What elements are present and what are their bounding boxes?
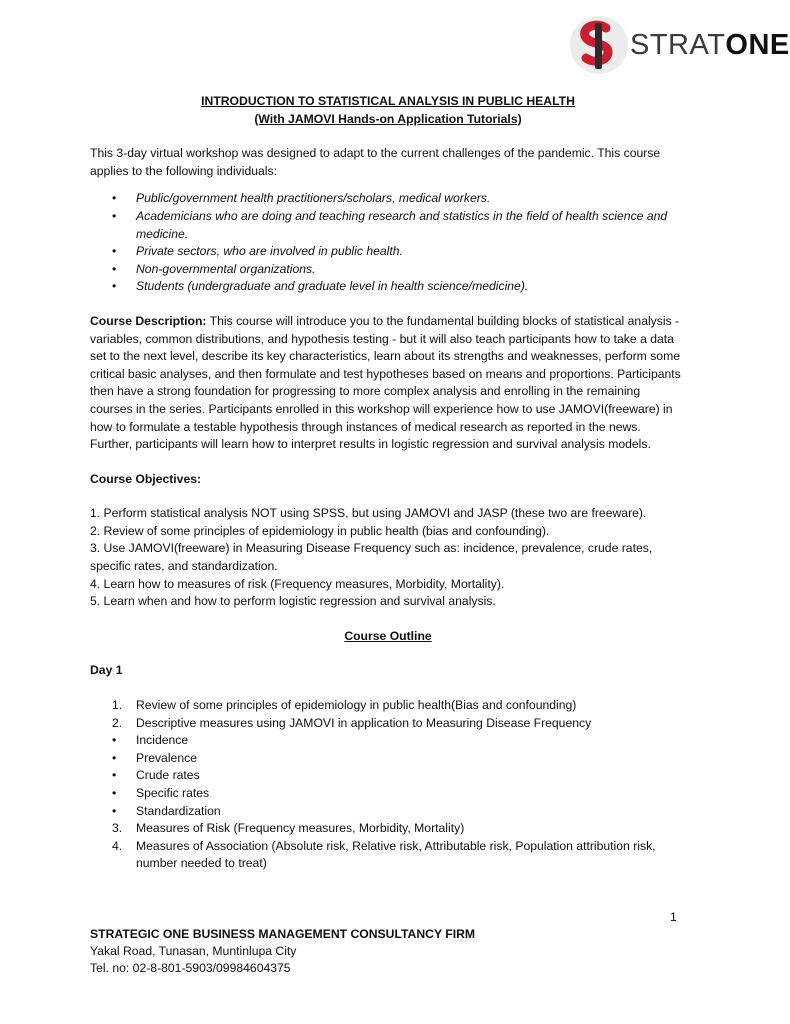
- list-item: • Students (undergraduate and graduate level in health science/medicine).: [90, 278, 686, 296]
- list-item: [90, 767, 686, 785]
- document-title: INTRODUCTION TO STATISTICAL ANALYSIS IN PUBLIC HEALTH: [201, 94, 575, 108]
- list-item: [90, 785, 686, 803]
- list-text: Prevalence: [136, 750, 197, 765]
- audience-list: [90, 190, 686, 296]
- list-item: [90, 750, 686, 768]
- list-item: • Academicians who are doing and teaching research and statistics in the field of health science and medicine.: [90, 208, 686, 243]
- list-item: 2. Review of some principles of epidemiology in public health (bias and confounding).: [90, 523, 550, 538]
- s1-logo-mark-icon: [568, 14, 630, 76]
- logo-brand-light: STRAT: [630, 29, 726, 61]
- document-footer: [90, 926, 475, 977]
- description-text: This course will introduce you to the fundamental building blocks of statistical analysis - variables, common distributions, and hypothesis testing - but it will also teach participants how to take a data set to the next level, describe its key characteristics, learn about its strengths and weaknesses, perform some critical basic analyses, and then formulate and test hypotheses based on means and proportions. Participants then have a strong foundation for progressing to more complex analysis and enrolling in the remaining courses in the series. Participants enrolled in this workshop will experience how to use JAMOVI(freeware) in how to formulate a testable hypothesis through instances of medical research as reported in the news. Further, participants will learn how to interpret results in logistic regression and survival analysis models.: [90, 313, 681, 452]
- list-item: 1. Perform statistical analysis NOT using SPSS, but using JAMOVI and JASP (these two are freeware).: [90, 506, 647, 521]
- course-description: [90, 313, 686, 454]
- outline-heading: Course Outline: [344, 628, 432, 643]
- list-text: Crude rates: [136, 768, 200, 783]
- day-label: Day 1: [90, 663, 123, 678]
- footer-address: Yakal Road, Tunasan, Muntinlupa City: [90, 944, 297, 958]
- page-number: 1: [670, 910, 677, 924]
- list-item: • Non-governmental organizations.: [90, 261, 686, 279]
- list-item: [90, 732, 686, 750]
- list-marker: •: [112, 786, 117, 800]
- outline-list: [90, 697, 686, 873]
- list-marker: 3.: [112, 821, 123, 836]
- list-item: 3. Use JAMOVI(freeware) in Measuring Disease Frequency such as: incidence, prevalence, crude rates, specific rates, and standardization.: [90, 541, 653, 574]
- list-item: 4. Learn how to measures of risk (Frequency measures, Morbidity, Mortality).: [90, 576, 505, 591]
- list-text: Incidence: [136, 733, 189, 748]
- list-marker: •: [112, 733, 117, 748]
- footer-phone: Tel. no: 02-8-801-5903/09984604375: [90, 961, 291, 975]
- document-body: [90, 93, 686, 873]
- list-item: [90, 803, 686, 821]
- list-text: Specific rates: [136, 786, 210, 800]
- list-text: Standardization: [136, 803, 221, 818]
- list-marker: 4.: [112, 838, 123, 853]
- list-item: [90, 820, 686, 838]
- description-label: Course Description:: [90, 313, 207, 328]
- logo-brand-bold: ONE: [725, 29, 790, 61]
- list-text: Measures of Association (Absolute risk, Relative risk, Attributable risk, Population attribution risk, number needed to treat): [136, 838, 656, 871]
- list-marker: •: [112, 750, 117, 765]
- list-text: Descriptive measures using JAMOVI in application to Measuring Disease Frequency: [136, 715, 592, 730]
- list-text: Review of some principles of epidemiology in public health(Bias and confounding): [136, 698, 577, 713]
- list-item: [90, 715, 686, 733]
- logo-wordmark: [630, 29, 790, 62]
- list-marker: 2.: [112, 715, 123, 730]
- company-logo: [568, 14, 790, 76]
- list-marker: 1.: [112, 698, 123, 713]
- list-item: [90, 697, 686, 715]
- list-item: • Public/government health practitioners/scholars, medical workers.: [90, 190, 686, 208]
- list-item: [90, 838, 686, 873]
- list-marker: •: [112, 803, 117, 818]
- objectives-heading: Course Objectives:: [90, 471, 202, 486]
- list-text: Measures of Risk (Frequency measures, Morbidity, Mortality): [136, 821, 465, 836]
- list-item: • Private sectors, who are involved in public health.: [90, 243, 686, 261]
- list-item: 5. Learn when and how to perform logistic regression and survival analysis.: [90, 594, 496, 609]
- footer-company: STRATEGIC ONE BUSINESS MANAGEMENT CONSULTANCY FIRM: [90, 927, 476, 941]
- intro-paragraph: This 3-day virtual workshop was designed to adapt to the current challenges of the pandemic. This course applies to the following individuals:: [90, 146, 661, 178]
- document-subtitle: (With JAMOVI Hands-on Application Tutorials): [254, 111, 522, 126]
- objectives-list: [90, 505, 686, 611]
- list-marker: •: [112, 768, 117, 783]
